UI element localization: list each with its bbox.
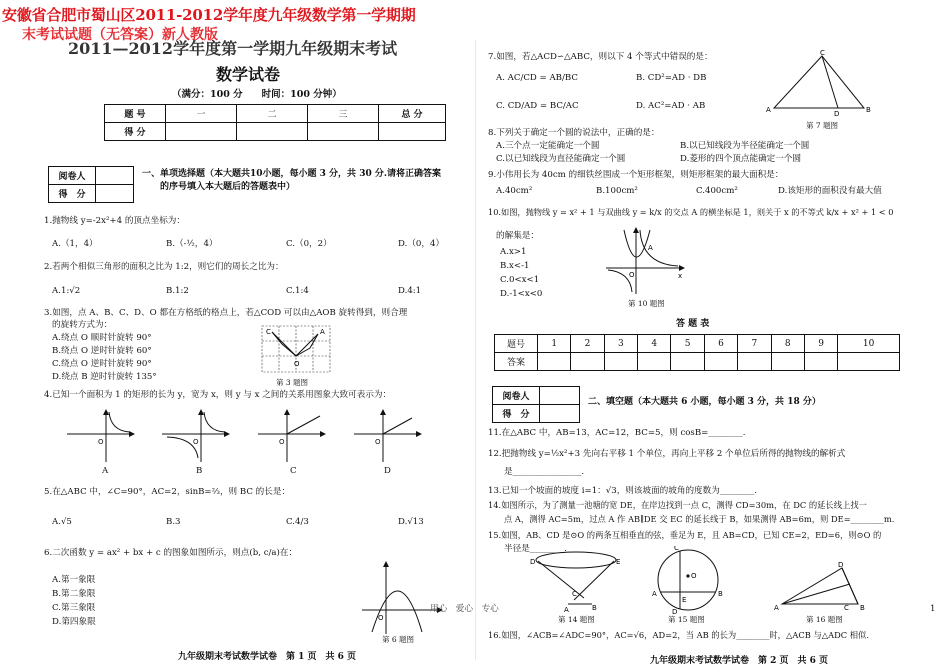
q1-option-c: C.（0，2） — [286, 239, 332, 249]
reviewer-label: 阅卷人 — [49, 167, 96, 185]
page-divider — [475, 40, 476, 660]
q9-option-c: C.400cm² — [696, 186, 738, 196]
answer-header-cell: 10 — [838, 335, 900, 353]
score-header-cell: 一 — [166, 105, 237, 123]
answer-header-cell: 4 — [638, 335, 671, 353]
answer-header-cell: 7 — [738, 335, 771, 353]
q7-option-d: D. AC²=AD · AB — [636, 101, 706, 111]
svg-text:B: B — [860, 604, 865, 612]
q6-figure — [360, 560, 444, 636]
q3-caption: 第 3 题图 — [276, 378, 309, 387]
svg-text:O: O — [98, 438, 104, 446]
answer-header-cell: 3 — [604, 335, 637, 353]
answer-cell[interactable] — [738, 353, 771, 371]
q14-text2: 点 A，测得 AC=5m，过点 A 作 AB∥DE 交 EC 的延长线于 B，如果测得 AB=6m，则 DE=________m. — [504, 514, 895, 524]
answer-table — [494, 334, 900, 371]
section1-title-cont: 的序号填入本大题后的答题表中） — [160, 182, 296, 192]
q3-text2: 的旋转方式为： — [52, 320, 113, 330]
exam-info: （满分：100 分 时间：100 分钟） — [172, 89, 342, 100]
svg-text:O: O — [691, 572, 697, 580]
q2-option-d: D.4:1 — [398, 286, 422, 296]
q1-option-d: D.（0，4） — [398, 239, 445, 249]
q14-text: 14.如图所示，为了测量一池塘的宽 DE，在岸边找到一点 C，测得 CD=30m，在 DC 的延长线上找一 — [488, 500, 867, 510]
q7-option-a: A. AC/CD = AB/BC — [496, 73, 578, 83]
q6-option-a: A.第一象限 — [52, 575, 96, 585]
q12-text2: 是________________. — [504, 467, 585, 477]
q14-figure — [530, 550, 622, 612]
answer-cell[interactable] — [771, 353, 804, 371]
reviewer-cell[interactable] — [96, 167, 134, 185]
svg-text:x: x — [678, 272, 683, 280]
q5-text: 5.在△ABC 中，∠C=90°，AC=2，sinB=⅔，则 BC 的长是： — [44, 487, 291, 497]
section2-title: 二、填空题（本大题共 6 小题，每小题 3 分，共 18 分） — [588, 397, 821, 407]
answer-cell[interactable] — [838, 353, 900, 371]
q4-label-b: B — [196, 466, 203, 476]
q15-caption: 第 15 题图 — [668, 615, 705, 624]
svg-text:E: E — [682, 596, 687, 604]
q9-option-b: B.100cm² — [596, 186, 638, 196]
svg-text:E: E — [616, 558, 621, 566]
score-cell[interactable] — [166, 123, 237, 141]
q10-option-b: B.x<-1 — [500, 261, 530, 271]
answer-cell[interactable] — [804, 353, 837, 371]
answer-header-cell: 题号 — [495, 335, 538, 353]
svg-text:A: A — [652, 590, 657, 598]
q10-text2: 的解集是： — [496, 231, 539, 241]
q3-option-b: B.绕点 O 逆时针旋转 60° — [52, 346, 152, 356]
svg-text:D: D — [838, 562, 844, 569]
svg-text:B: B — [866, 106, 871, 114]
exam-title: 2011—2012学年度第一学期九年级期末考试 — [68, 39, 398, 58]
section1-title: 一、单项选择题（本大题共10小题，每小题 3 分，共 30 分.请将正确答案 — [142, 169, 441, 179]
q16-text: 16.如图，∠ACB=∠ADC=90°，AC=√6，AD=2，当 AB 的长为________时，△ACB 与△ADC 相似. — [488, 630, 869, 640]
svg-text:D: D — [530, 558, 536, 566]
grader-box-1 — [48, 166, 134, 203]
q6-caption: 第 6 题图 — [382, 635, 415, 644]
grader-box-2 — [492, 386, 580, 423]
q4-label-d: D — [384, 466, 391, 476]
answer-cell[interactable] — [671, 353, 704, 371]
svg-text:O: O — [375, 438, 381, 446]
svg-text:O: O — [629, 271, 635, 279]
answer-header-cell: 9 — [804, 335, 837, 353]
reviewer-label: 阅卷人 — [493, 387, 540, 405]
q5-option-c: C.4/3 — [286, 517, 309, 527]
page-number: 1 — [930, 604, 936, 614]
q8-option-c: C.以已知线段为直径能确定一个圆 — [496, 154, 626, 164]
svg-text:C: C — [266, 328, 271, 336]
q1-option-b: B.（-½，4） — [166, 239, 218, 249]
q10-option-a: A.x>1 — [500, 247, 527, 257]
svg-text:C: C — [572, 590, 577, 598]
score-cell[interactable] — [96, 185, 134, 203]
q1-text: 1.抛物线 y=-2x²+4 的顶点坐标为： — [44, 216, 185, 226]
score-header-cell: 总 分 — [379, 105, 446, 123]
q15-text: 15.如图，AB、CD 是⊙O 的两条互相垂直的弦，垂足为 E，且 AB=CD，已知 CE=2，ED=6，则⊙O 的 — [488, 530, 882, 540]
svg-text:A: A — [766, 106, 771, 114]
watermark: 用心 爱心 专心 — [430, 604, 499, 614]
subject-title: 数学试卷 — [216, 65, 281, 84]
answer-row-label: 答案 — [495, 353, 538, 371]
q10-option-c: C.0<x<1 — [500, 275, 540, 285]
q16-figure — [774, 562, 874, 612]
q10-text: 10.如图，抛物线 y = x² + 1 与双曲线 y = k/x 的交点 A 的横坐标是 1，则关于 x 的不等式 k/x + x² + 1 < 0 — [488, 207, 894, 217]
q13-text: 13.已知一个坡面的坡度 i=1：√3，则该坡面的坡角的度数为________. — [488, 486, 757, 496]
answer-header-cell: 8 — [771, 335, 804, 353]
score-header-cell: 三 — [308, 105, 379, 123]
q5-option-d: D.√13 — [398, 517, 424, 527]
q6-option-b: B.第二象限 — [52, 589, 96, 599]
q2-option-a: A.1:√2 — [52, 286, 81, 296]
answer-table-title: 答 题 表 — [676, 319, 710, 329]
q6-option-c: C.第三象限 — [52, 603, 96, 613]
q6-option-d: D.第四象限 — [52, 617, 96, 627]
q11-text: 11.在△ABC 中，AB=13，AC=12，BC=5，则 cosB=________. — [488, 428, 746, 438]
q10-caption: 第 10 题图 — [628, 299, 665, 308]
score-cell[interactable] — [308, 123, 379, 141]
q8-option-b: B.以已知线段为半径能确定一个圆 — [680, 141, 810, 151]
answer-cell[interactable] — [571, 353, 604, 371]
q5-option-a: A.√5 — [52, 517, 72, 527]
score-header-cell: 二 — [237, 105, 308, 123]
q2-option-b: B.1:2 — [166, 286, 189, 296]
q16-caption: 第 16 题图 — [806, 615, 843, 624]
answer-header-cell: 1 — [538, 335, 571, 353]
svg-text:O: O — [294, 360, 300, 368]
q14-caption: 第 14 题图 — [558, 615, 595, 624]
score-label: 得 分 — [49, 185, 96, 203]
q9-text: 9.小伟用长为 40cm 的细铁丝围成一个矩形框架，则矩形框架的最大面积是： — [488, 170, 784, 180]
svg-text:C: C — [674, 546, 679, 552]
reviewer-cell[interactable] — [540, 387, 580, 405]
q3-option-d: D.绕点 B 逆时针旋转 135° — [52, 372, 157, 382]
q10-figure — [604, 226, 686, 296]
q3-option-c: C.绕点 O 逆时针旋转 90° — [52, 359, 152, 369]
q12-text: 12.把抛物线 y=½x²+3 先向右平移 1 个单位，再向上平移 2 个单位后所得的抛物线的解析式 — [488, 449, 846, 459]
q4-label-a: A — [102, 466, 109, 476]
q2-text: 2.若两个相似三角形的面积之比为 1:2，则它们的周长之比为： — [44, 262, 284, 272]
score-cell[interactable] — [237, 123, 308, 141]
answer-header-cell: 5 — [671, 335, 704, 353]
q7-text: 7.如图，若△ACD∽△ABC，则以下 4 个等式中错误的是： — [488, 52, 713, 62]
score-header-cell: 题 号 — [105, 105, 166, 123]
svg-text:A: A — [774, 604, 779, 612]
q7-option-c: C. CD/AD = BC/AC — [496, 101, 579, 111]
q9-option-d: D.该矩形的面积没有最大值 — [778, 186, 882, 196]
q6-text: 6.二次函数 y = ax² + bx + c 的图象如图所示，则点(b, c/a)在： — [44, 548, 298, 558]
answer-header-cell: 6 — [704, 335, 737, 353]
svg-text:D: D — [672, 608, 678, 614]
svg-text:A: A — [320, 328, 325, 336]
q7-option-b: B. CD²=AD · DB — [636, 73, 707, 83]
answer-cell[interactable] — [704, 353, 737, 371]
score-cell[interactable] — [379, 123, 446, 141]
q4-text: 4.已知一个面积为 1 的矩形的长为 y，宽为 x，则 y 与 x 之间的关系用图象大致可表示为： — [44, 390, 392, 400]
answer-header-cell: 2 — [571, 335, 604, 353]
footer-right: 九年级期末考试数学试卷 第 2 页 共 6 页 — [650, 656, 829, 666]
footer-left: 九年级期末考试数学试卷 第 1 页 共 6 页 — [178, 652, 357, 662]
svg-text:O: O — [378, 614, 384, 622]
q7-caption: 第 7 题图 — [806, 121, 839, 130]
svg-text:A: A — [564, 606, 569, 612]
svg-text:B: B — [592, 604, 597, 612]
answer-cell[interactable] — [538, 353, 571, 371]
q15-text2: 半径是________. — [504, 544, 567, 554]
q8-text: 8.下列关于确定一个圆的说法中，正确的是： — [488, 128, 660, 138]
q7-figure — [764, 48, 874, 116]
q8-option-d: D.菱形的四个顶点能确定一个圆 — [680, 154, 802, 164]
svg-text:O: O — [193, 438, 199, 446]
svg-text:C: C — [820, 49, 825, 57]
svg-text:O: O — [279, 438, 285, 446]
q1-option-a: A.（1，4） — [52, 239, 98, 249]
q15-figure — [650, 546, 726, 614]
svg-text:B: B — [718, 590, 723, 598]
svg-text:D: D — [834, 110, 840, 116]
score-label: 得 分 — [493, 405, 540, 423]
q5-option-b: B.3 — [166, 517, 181, 527]
q4-label-c: C — [290, 466, 297, 476]
red-title: 安徽省合肥市蜀山区2011-2012学年度九年级数学第一学期期 — [2, 6, 416, 24]
q2-option-c: C.1:4 — [286, 286, 309, 296]
q3-figure — [258, 322, 334, 376]
q8-option-a: A.三个点一定能确定一个圆 — [496, 141, 600, 151]
q3-text: 3.如图，点 A、B、C、D、O 都在方格纸的格点上，若△COD 可以由△AOB 旋转得到，则合理 — [44, 308, 408, 318]
answer-cell[interactable] — [604, 353, 637, 371]
q9-option-a: A.40cm² — [496, 186, 533, 196]
red-subtitle: 末考试试题（无答案）新人教版 — [22, 27, 218, 43]
answer-cell[interactable] — [638, 353, 671, 371]
q3-option-a: A.绕点 O 顺时针旋转 90° — [52, 333, 152, 343]
score-row-label: 得 分 — [105, 123, 166, 141]
svg-text:A: A — [648, 244, 653, 252]
score-cell[interactable] — [540, 405, 580, 423]
svg-text:C: C — [844, 604, 849, 612]
score-table — [104, 104, 446, 141]
q10-option-d: D.-1<x<0 — [500, 289, 543, 299]
